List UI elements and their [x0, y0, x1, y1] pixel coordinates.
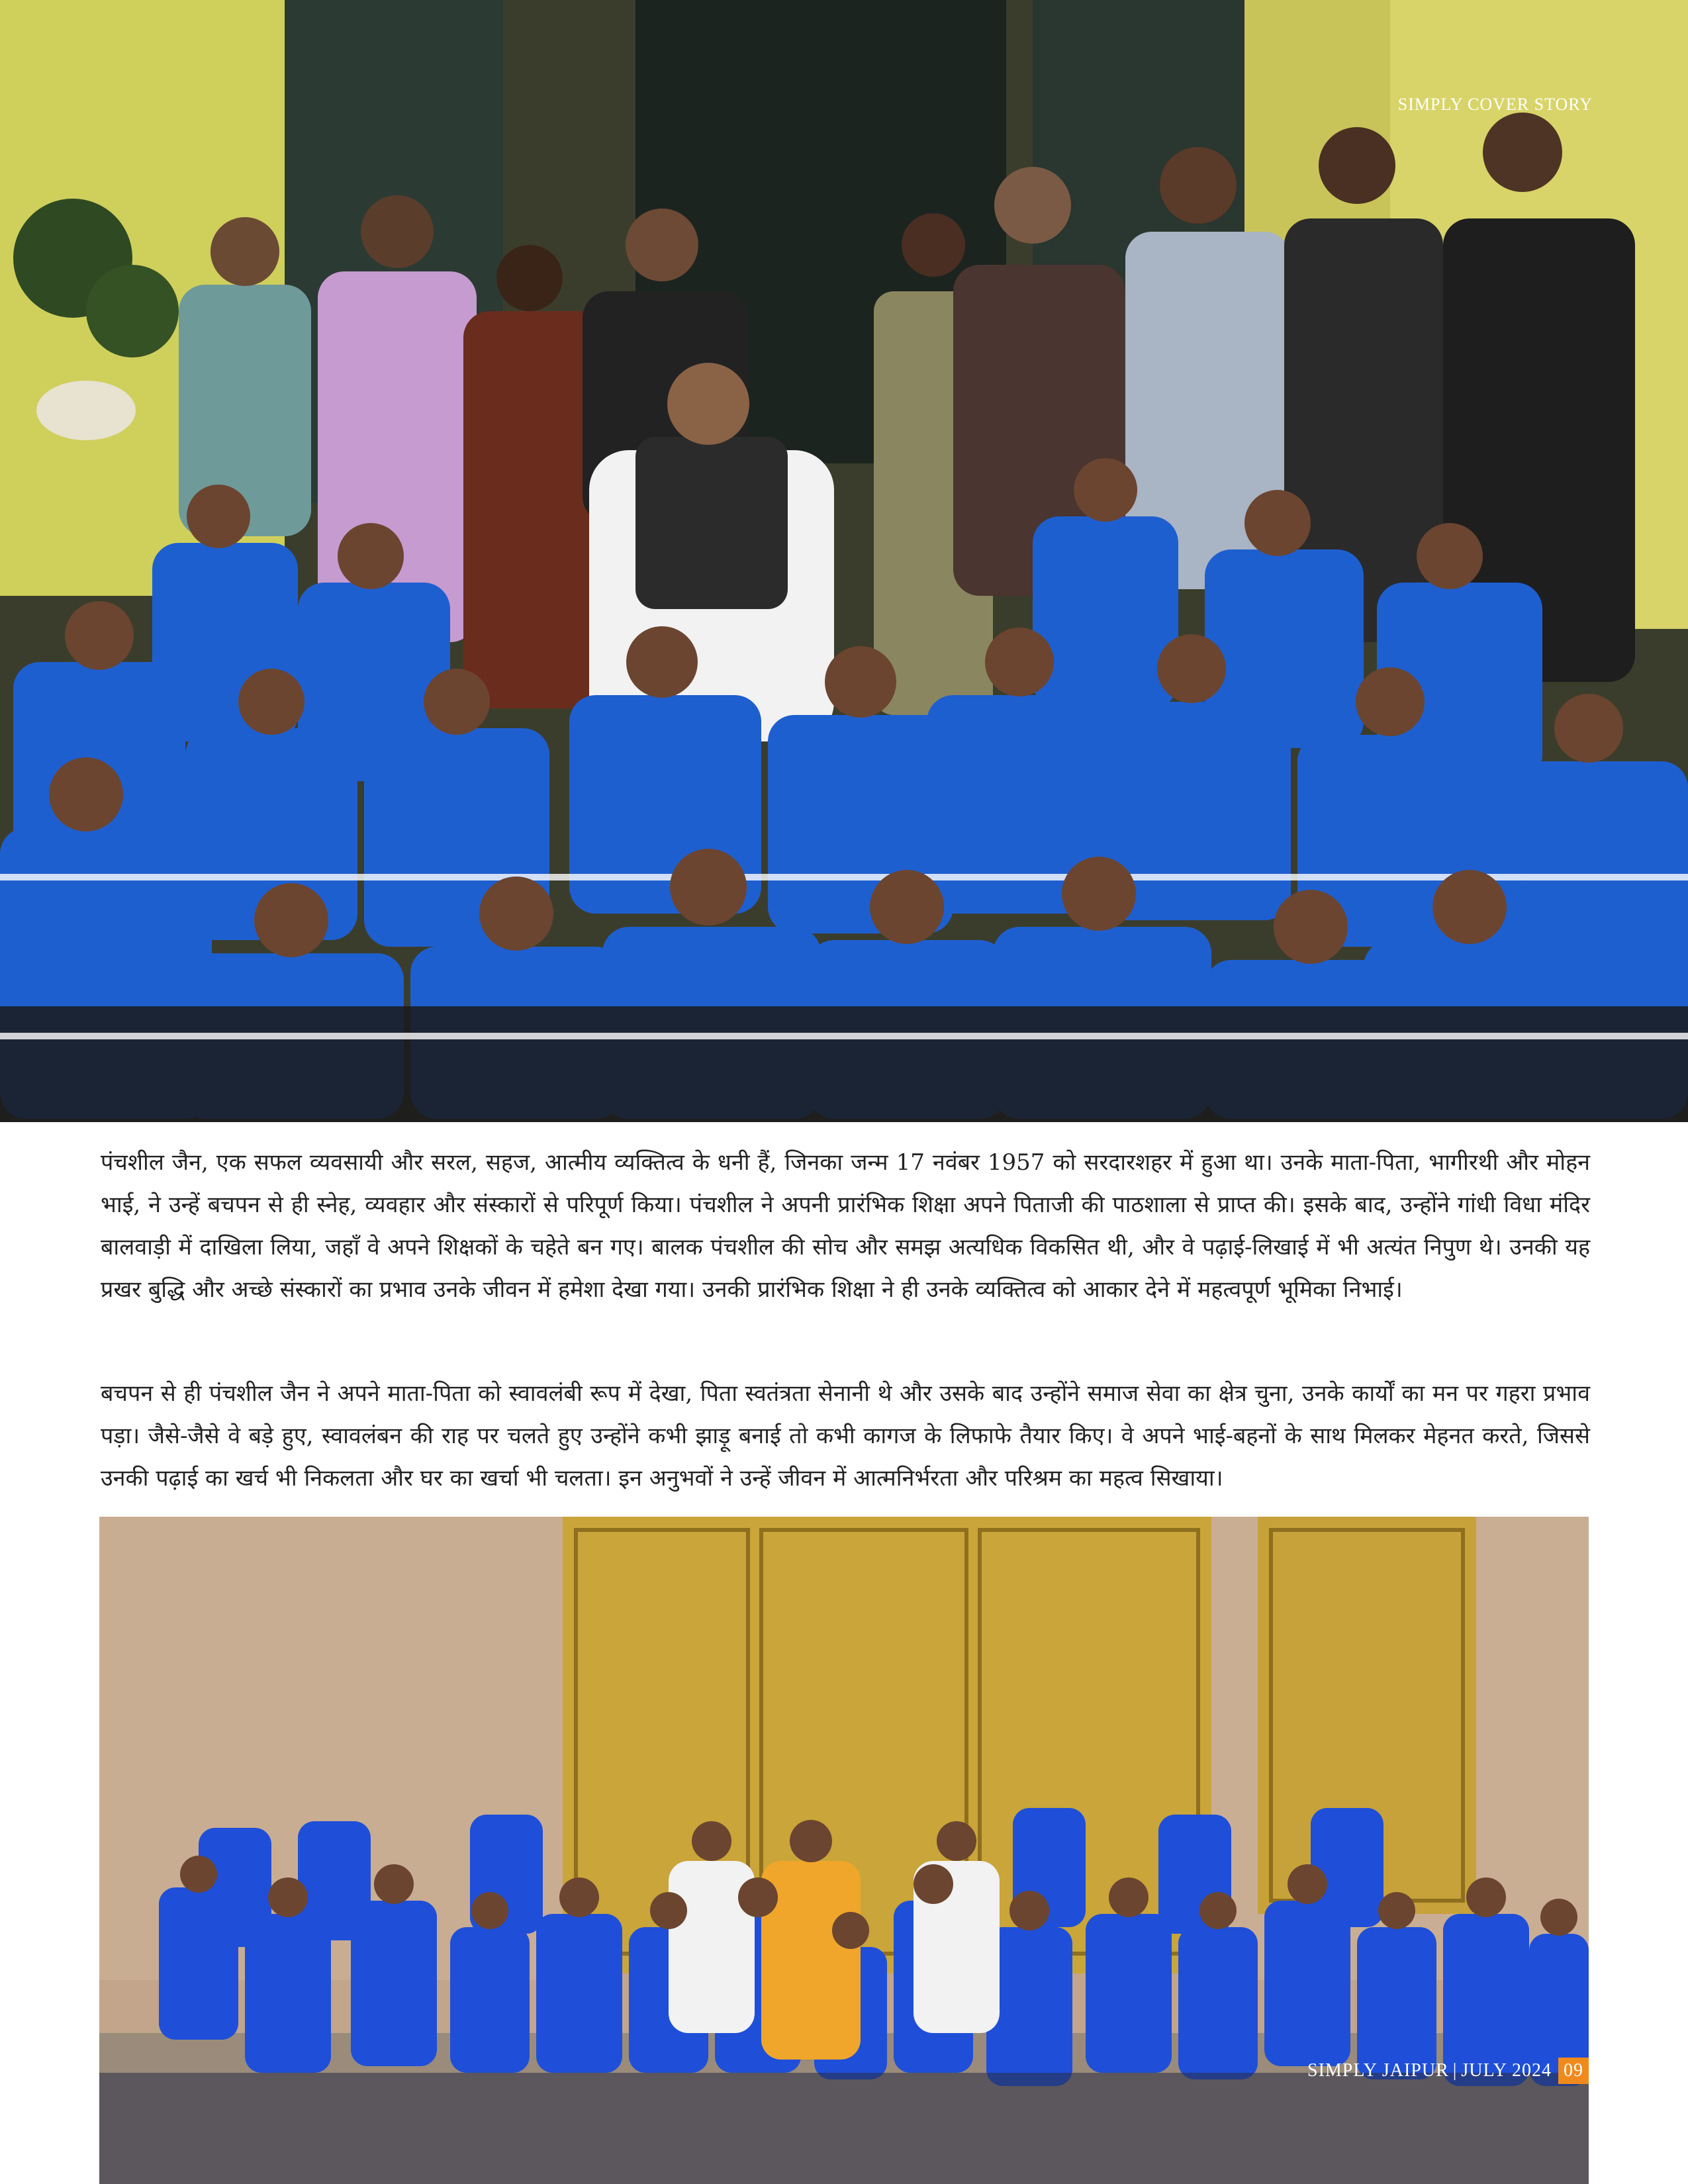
magazine-name: SIMPLY JAIPUR — [1307, 2060, 1449, 2081]
footer-separator: | — [1452, 2060, 1458, 2081]
article-paragraph-2: बचपन से ही पंचशील जैन ने अपने माता-पिता को स्वावलंबी रूप में देखा, पिता स्वतंत्रता सेनानी थे और उसके बाद उन्होंने समाज सेवा का क्षेत्र चुना, उनके कार्यों का मन पर गहरा प्रभाव पड़ा। जैसे-जैसे वे बड़े हुए, स्वावलंबन की राह पर चलते हुए उन्होंने कभी झाड़ू बनाई तो कभी कागज के लिफाफे तैयार किए। वे अपने भाई-बहनों के साथ मिलकर मेहनत करते, जिससे उनकी पढ़ाई का खर्च भी निकलता और घर का खर्चा भी चलता। इन अनुभवों ने उन्हें जीवन में आत्मनिर्भरता और परिश्रम का महत्व सिखाया। — [101, 1380, 1590, 1492]
article-paragraph-1: पंचशील जैन, एक सफल व्यवसायी और सरल, सहज, आत्मीय व्यक्तित्व के धनी हैं, जिनका जन्म 17 नवंबर 1957 को सरदारशहर में हुआ था। उनके माता-पिता, भागीरथी और मोहन भाई, ने उन्हें बचपन से ही स्नेह, व्यवहार और संस्कारों से परिपूर्ण किया। पंचशील ने अपनी प्रारंभिक शिक्षा अपने पिताजी की पाठशाला से प्राप्त की। इसके बाद, उन्होंने गांधी विधा मंदिर बालवाड़ी में दाखिला लिया, जहाँ वे अपने शिक्षकों के चहेते बन गए। बालक पंचशील की सोच और समझ अत्यधिक विकसित थी, और वे पढ़ाई-लिखाई में भी अत्यंत निपुण थे। उनकी यह प्रखर बुद्धि और अच्छे संस्कारों का प्रभाव उनके जीवन में हमेशा देखा गया। उनकी प्रारंभिक शिक्षा ने ही उनके व्यक्तित्व को आकार देने में महत्वपूर्ण भूमिका निभाई। — [101, 1149, 1590, 1303]
page-footer — [1307, 2058, 1589, 2084]
section-kicker: SIMPLY COVER STORY — [1397, 95, 1593, 114]
issue-date: JULY 2024 — [1461, 2060, 1552, 2081]
page-number: 09 — [1558, 2058, 1589, 2084]
